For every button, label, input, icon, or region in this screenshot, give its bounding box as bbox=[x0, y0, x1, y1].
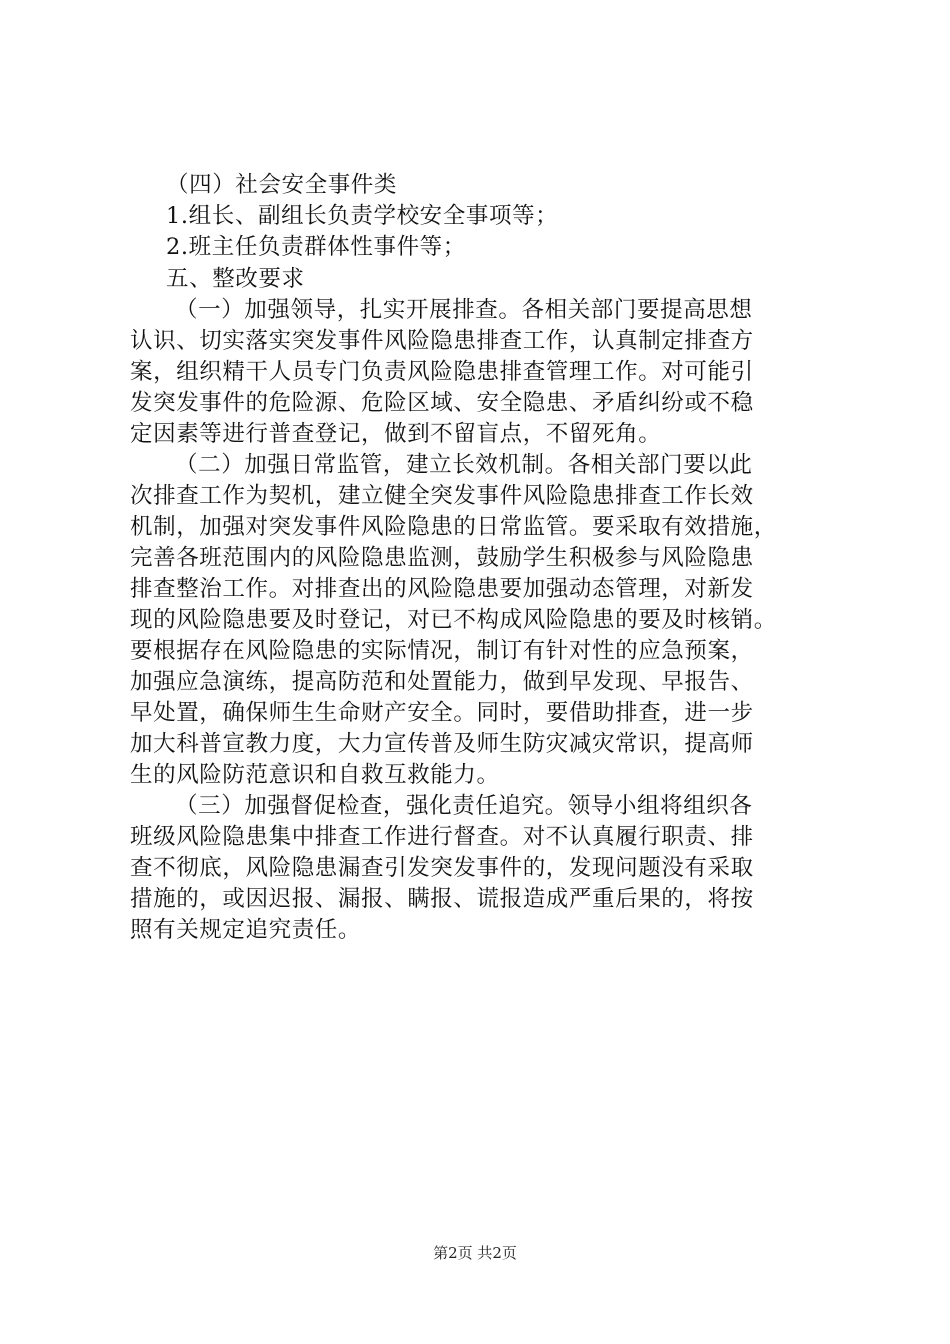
paragraph-2-line: 机制，加强对突发事件风险隐患的日常监管。要采取有效措施， bbox=[130, 514, 777, 540]
paragraph-1-line: 认识、切实落实突发事件风险隐患排查工作，认真制定排查方 bbox=[130, 328, 754, 354]
paragraph-2-line: 排查整治工作。对排查出的风险隐患要加强动态管理，对新发 bbox=[130, 576, 754, 602]
paragraph-3-line: 照有关规定追究责任。 bbox=[130, 917, 362, 943]
paragraph-3-line: （三）加强督促检查，强化责任追究。领导小组将组织各 bbox=[175, 793, 753, 819]
list-item-1: 1.组长、副组长负责学校安全事项等； bbox=[166, 203, 559, 229]
paragraph-2-line: 加大科普宣教力度，大力宣传普及师生防灾减灾常识，提高师 bbox=[130, 731, 754, 757]
paragraph-2-line: 早处置，确保师生生命财产安全。同时，要借助排查，进一步 bbox=[130, 700, 754, 726]
paragraph-2-line: 生的风险防范意识和自救互救能力。 bbox=[130, 762, 500, 788]
paragraph-1-line: 案，组织精干人员专门负责风险隐患排查管理工作。对可能引 bbox=[130, 359, 754, 385]
paragraph-2-line: 次排查工作为契机，建立健全突发事件风险隐患排查工作长效 bbox=[130, 483, 754, 509]
list-item-2: 2.班主任负责群体性事件等； bbox=[166, 234, 466, 260]
paragraph-2-line: 加强应急演练，提高防范和处置能力，做到早发现、早报告、 bbox=[130, 669, 754, 695]
paragraph-2-line: （二）加强日常监管，建立长效机制。各相关部门要以此 bbox=[175, 452, 753, 478]
paragraph-1-line: 定因素等进行普查登记，做到不留盲点，不留死角。 bbox=[130, 421, 662, 447]
paragraph-3-line: 措施的，或因迟报、漏报、瞒报、谎报造成严重后果的，将按 bbox=[130, 886, 754, 912]
paragraph-3-line: 班级风险隐患集中排查工作进行督查。对不认真履行职责、排 bbox=[130, 824, 754, 850]
paragraph-1-line: 发突发事件的危险源、危险区域、安全隐患、矛盾纠纷或不稳 bbox=[130, 390, 754, 416]
paragraph-2-line: 完善各班范围内的风险隐患监测，鼓励学生积极参与风险隐患 bbox=[130, 545, 754, 571]
paragraph-2-line: 现的风险隐患要及时登记，对已不构成风险隐患的要及时核销。 bbox=[130, 607, 777, 633]
section-heading-social-safety: （四）社会安全事件类 bbox=[166, 172, 398, 198]
paragraph-1-line: （一）加强领导，扎实开展排查。各相关部门要提高思想 bbox=[175, 297, 753, 323]
paragraph-2-line: 要根据存在风险隐患的实际情况，制订有针对性的应急预案， bbox=[130, 638, 754, 664]
page-number-footer: 第2页 共2页 bbox=[433, 1244, 517, 1262]
section-heading-rectification: 五、整改要求 bbox=[166, 266, 305, 292]
paragraph-3-line: 查不彻底，风险隐患漏查引发突发事件的，发现问题没有采取 bbox=[130, 855, 754, 881]
